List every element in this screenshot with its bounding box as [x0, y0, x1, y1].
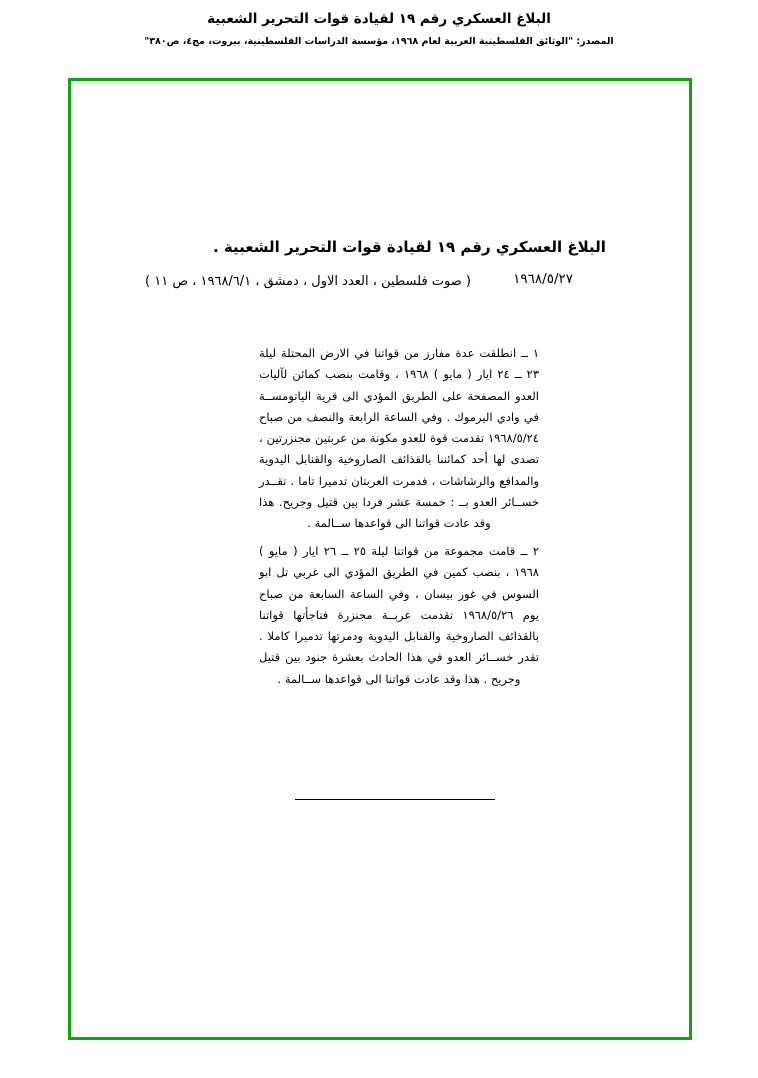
document-frame	[68, 78, 692, 1040]
paragraph-2: ٢ ــ قامت مجموعة من قواتنا ليلة ٢٥ ــ ٢٦ ايار ( مايو ) ١٩٦٨ ، بنصب كمين في الطريق المؤدي الى غربي تل ابو السوس في غور بيسان ، وفي الساعة السابعة من صباح يوم ١٩٦٨/٥/٢٦ تقدمت عربــة مجنزرة فناجأتها قواتنا بالقذائف الصاروخية والقنابل اليدوية ودمرتها تدميرا كاملا . تقدر خســائر العدو في هذا الحادث بعشرة جنود بين قتيل وجريح . هذا وقد عادت قواتنا الى قواعدها ســالمة .	[259, 544, 539, 686]
document-date: ١٩٦٨/٥/٢٧	[513, 271, 573, 287]
document-content	[71, 81, 695, 1043]
document-reference: ( صوت فلسطين ، العدد الاول ، دمشق ، ١٩٦٨/٦/١ ، ص ١١ )	[145, 274, 471, 289]
document-body-title: البلاغ العسكري رقم ١٩ لقيادة قوات التحرير الشعبية .	[213, 238, 606, 256]
source-line: المصدر: "الوثائق الفلسطينية العربية لعام ١٩٦٨، مؤسسة الدراسات الفلسطينية، بيروت، مج٤، ص٣٨٠"	[144, 35, 614, 47]
page-title: البلاغ العسكري رقم ١٩ لقيادة قوات التحرير الشعبية	[207, 11, 551, 27]
document-meta	[113, 271, 653, 293]
document-header	[0, 0, 758, 47]
horizontal-rule	[295, 799, 495, 800]
paragraph-1: ١ ــ انطلقت عدة مفارز من قواتنا في الارض المحتلة ليلة ٢٣ ــ ٢٤ ايار ( مايو ) ١٩٦٨ ، وقامت بنصب كمائن لآليات العدو المصفحة على الطريق المؤدي الى قرية الياتومســة في وادي اليرموك . وفي الساعة الرابعة والنصف من صباح ١٩٦٨/٥/٢٤ تقدمت قوة للعدو مكونة من عربتين مجنزرتين ، تصدى لها أحد كمائننا بالقذائف الصاروخية والقنابل اليدوية والمدافع والرشاشات ، فدمرت العربتان تدميرا تاما . تقــدر خســائر العدو بــ : خمسة عشر فردا بين قتيل وجريح. هذا وقد عادت قواتنا الى قواعدها ســالمة .	[259, 346, 540, 531]
